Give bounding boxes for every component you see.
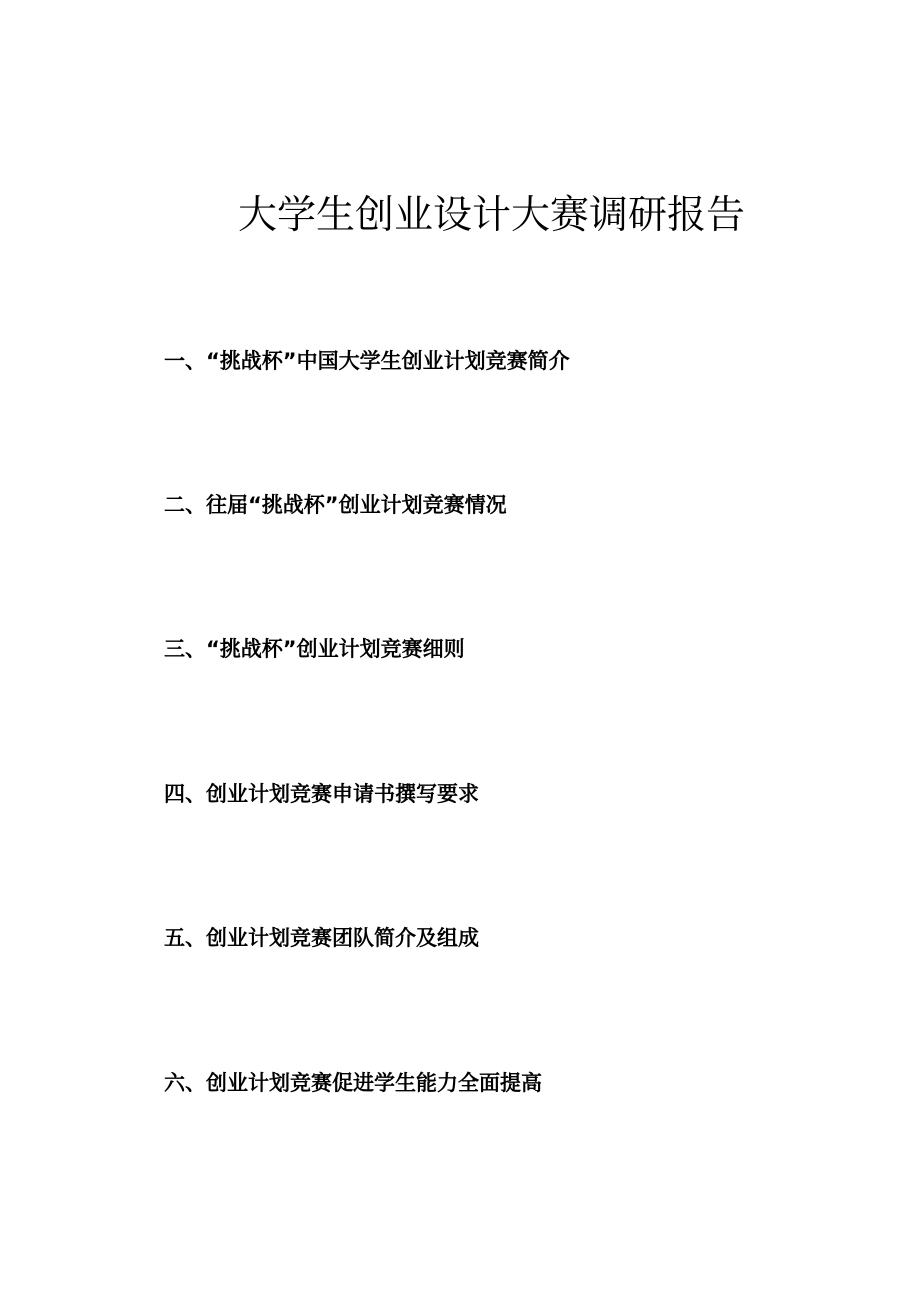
section-heading-6: 六、创业计划竞赛促进学生能力全面提高 [164,1071,542,1095]
section-heading-4: 四、创业计划竞赛申请书撰写要求 [164,782,479,806]
section-heading-1: 一、“挑战杯”中国大学生创业计划竞赛简介 [164,349,570,373]
section-heading-5: 五、创业计划竞赛团队简介及组成 [164,926,479,950]
section-heading-2: 二、往届“挑战杯”创业计划竞赛情况 [164,493,507,517]
document-title: 大学生创业设计大赛调研报告 [238,193,746,238]
section-heading-3: 三、“挑战杯”创业计划竞赛细则 [164,637,465,661]
